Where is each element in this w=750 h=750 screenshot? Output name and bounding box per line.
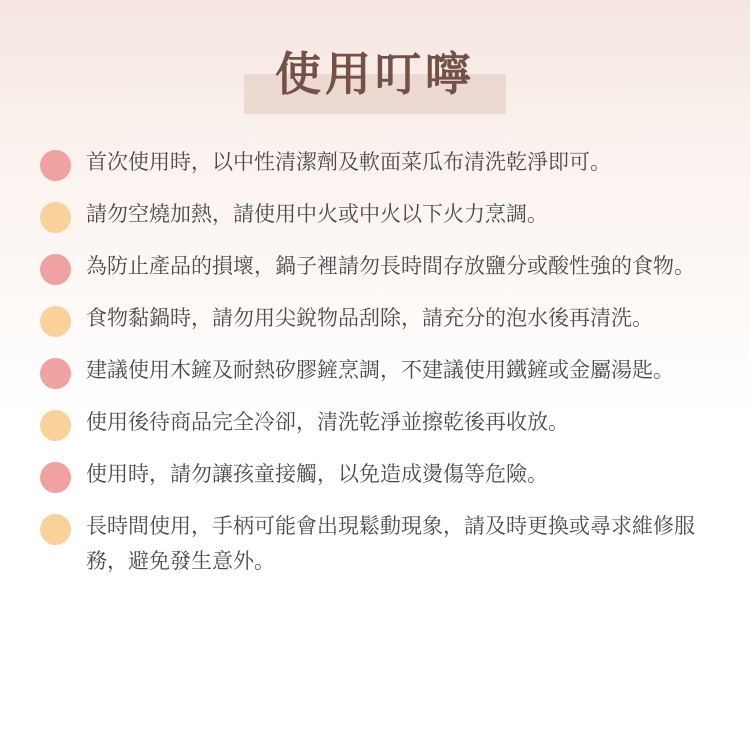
- list-item: [40, 457, 700, 492]
- bullet-dot-icon: [40, 514, 71, 545]
- list-item: [40, 405, 700, 440]
- list-item: [40, 353, 700, 388]
- list-item: [40, 197, 700, 232]
- bullet-dot-icon: [40, 254, 71, 285]
- bullet-dot-icon: [40, 410, 71, 441]
- list-item-text: 建議使用木鏟及耐熱矽膠鏟烹調，不建議使用鐵鏟或金屬湯匙。: [86, 358, 674, 382]
- title-area: [0, 44, 750, 104]
- list-item-text: 長時間使用，手柄可能會出現鬆動現象，請及時更換或尋求維修服務，避免發生意外。: [86, 514, 695, 573]
- list-item: [40, 249, 700, 284]
- list-item: [40, 145, 700, 180]
- list-item-text: 首次使用時，以中性清潔劑及軟面菜瓜布清洗乾淨即可。: [86, 150, 611, 174]
- list-item: [40, 301, 700, 336]
- bullet-dot-icon: [40, 202, 71, 233]
- list-item-text: 食物黏鍋時，請勿用尖銳物品刮除，請充分的泡水後再清洗。: [86, 306, 653, 330]
- page-title: 使用叮嚀: [275, 47, 475, 101]
- list-item: [40, 509, 700, 579]
- bullet-dot-icon: [40, 462, 71, 493]
- list-item-text: 請勿空燒加熱，請使用中火或中火以下火力烹調。: [86, 202, 548, 226]
- list-item-text: 使用後待商品完全冷卻，清洗乾淨並擦乾後再收放。: [86, 410, 569, 434]
- list-item-text: 使用時，請勿讓孩童接觸，以免造成燙傷等危險。: [86, 462, 548, 486]
- usage-notes-list: [40, 145, 700, 596]
- bullet-dot-icon: [40, 306, 71, 337]
- list-item-text: 為防止產品的損壞，鍋子裡請勿長時間存放鹽分或酸性強的食物。: [86, 254, 695, 278]
- bullet-dot-icon: [40, 150, 71, 181]
- bullet-dot-icon: [40, 358, 71, 389]
